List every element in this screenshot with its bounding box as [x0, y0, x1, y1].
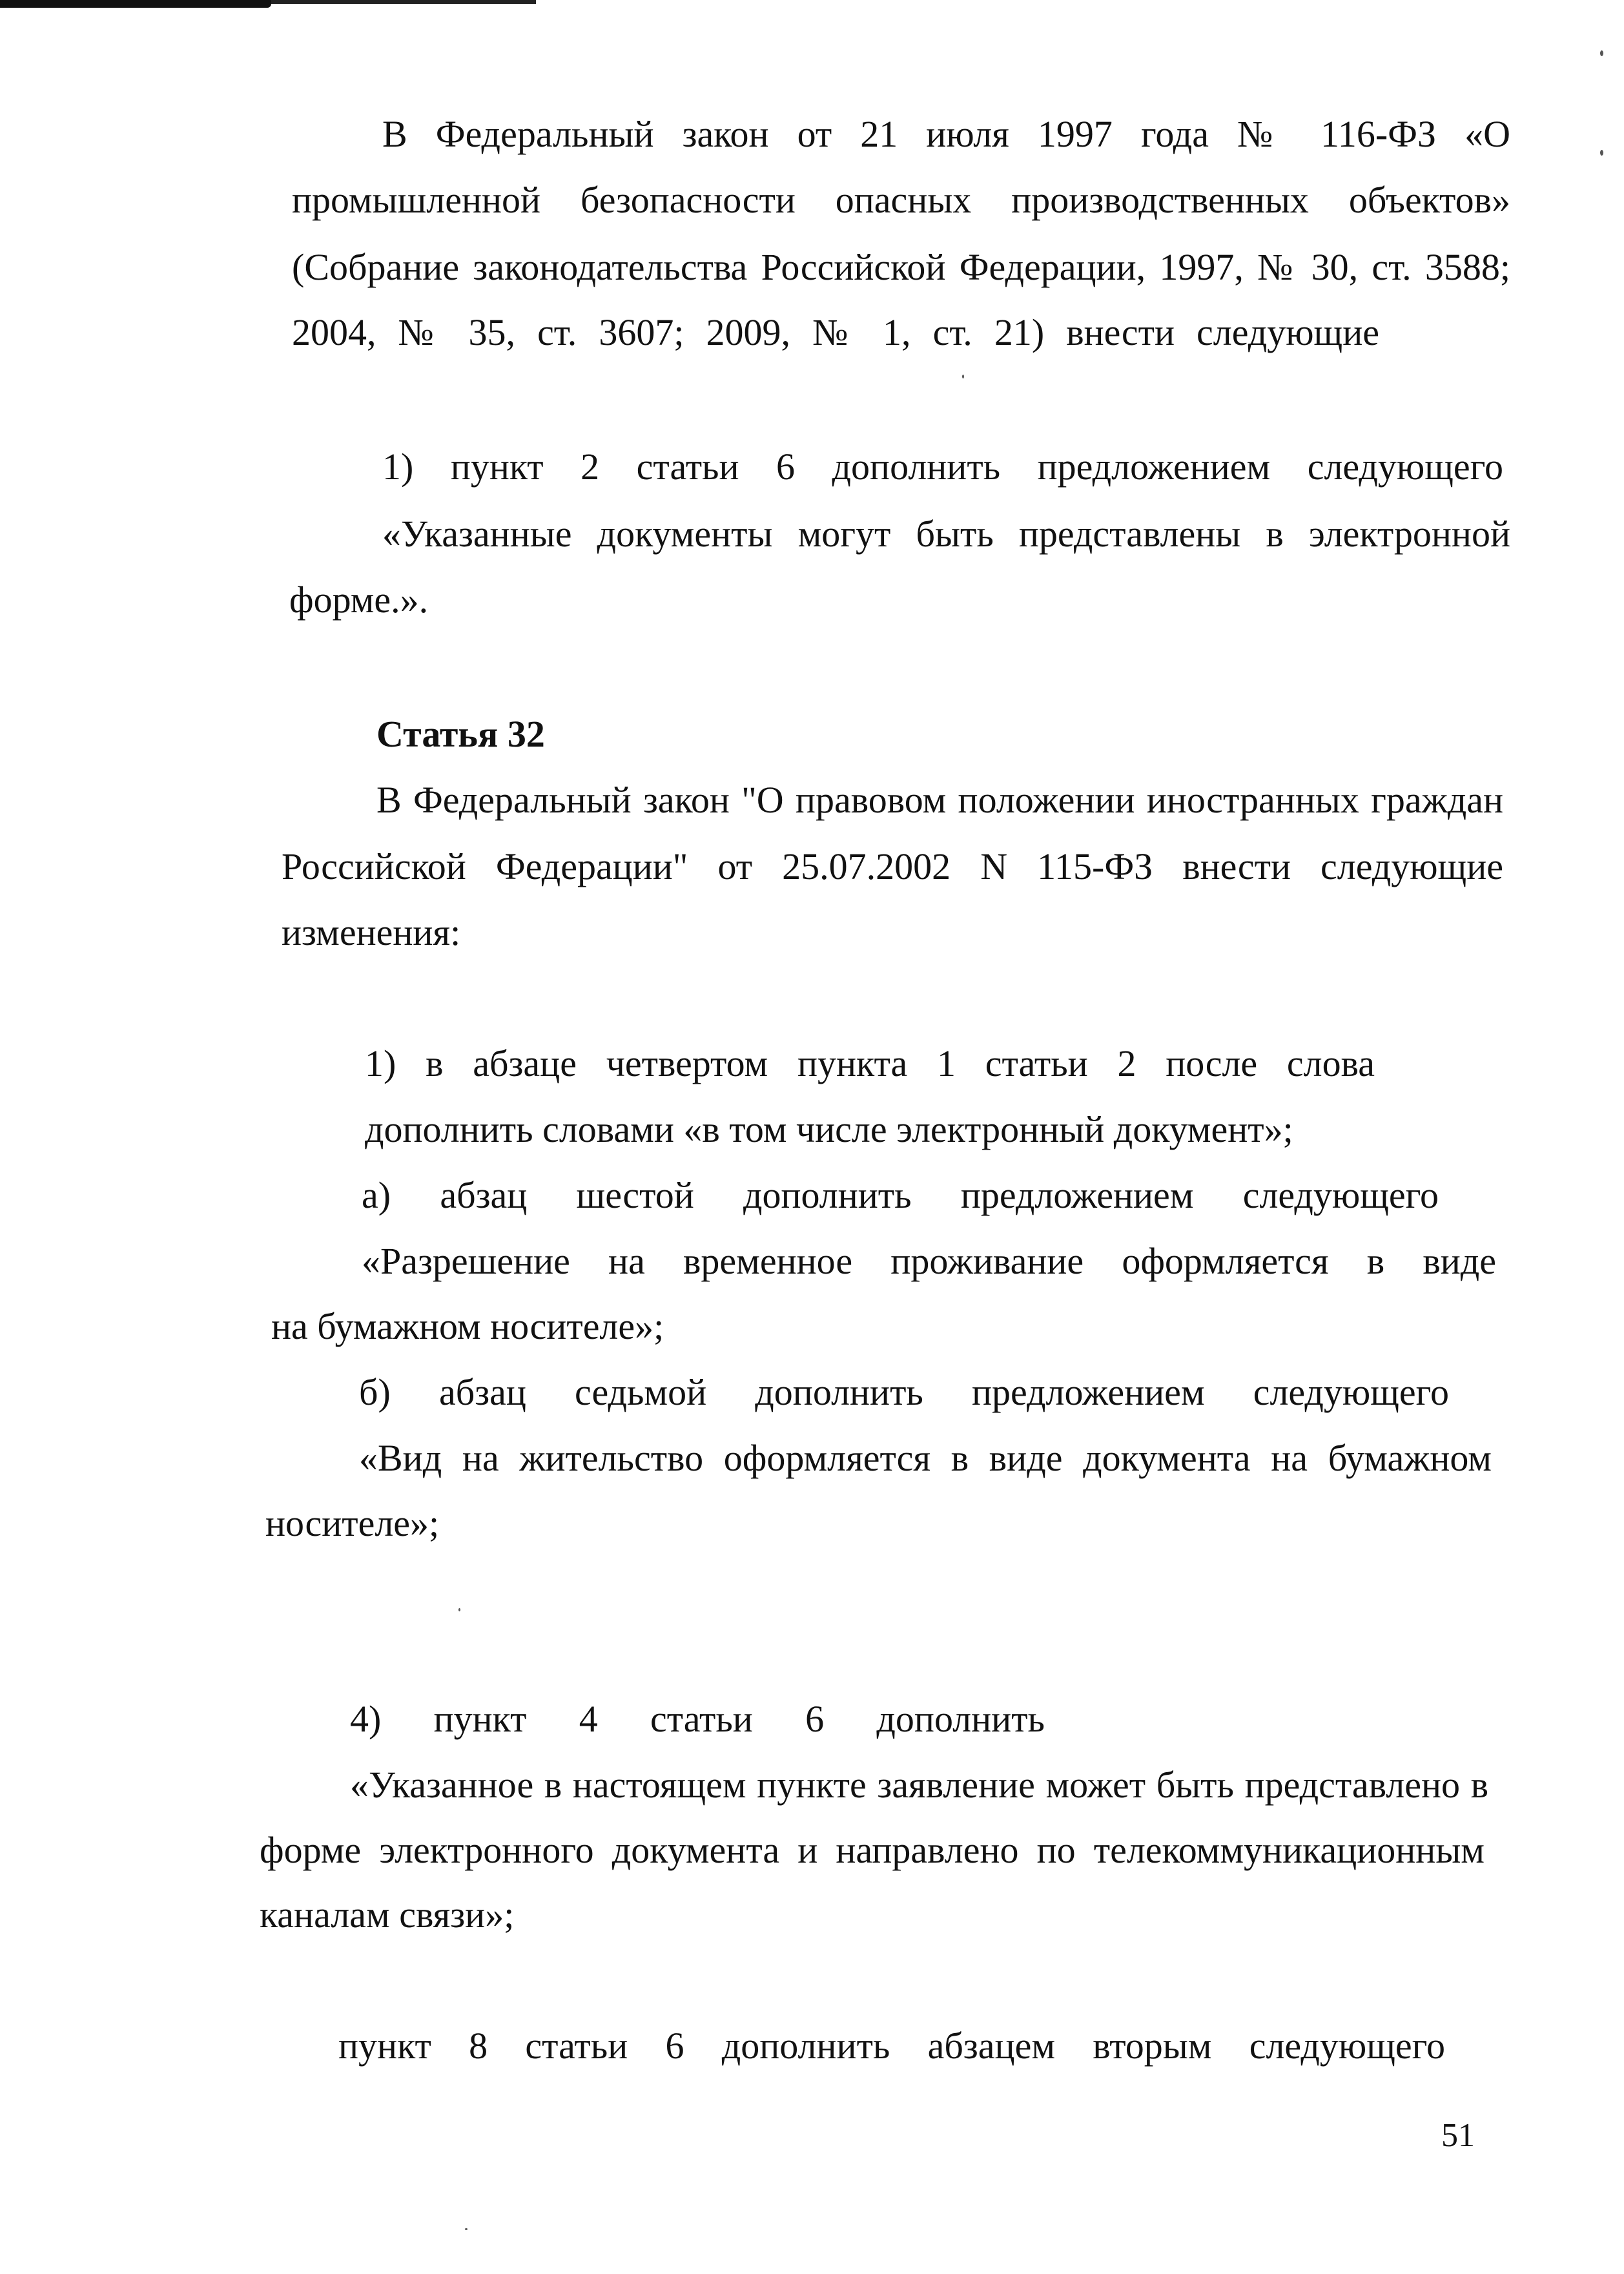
text-line: пункт 8 статьи 6 дополнить абзацем вторым следующего [338, 2025, 1445, 2067]
text-line: на бумажном носителе»; [271, 1305, 664, 1347]
text-line: 2004, № 35, ст. 3607; 2009, № 1, ст. 21) внести следующие [292, 311, 1379, 353]
text-line: носителе»; [265, 1502, 440, 1544]
text-line: форме электронного документа и направлено по телекоммуникационным [260, 1829, 1485, 1871]
page-number: 51 [1441, 2117, 1475, 2154]
scan-speck [1600, 50, 1603, 56]
scan-edge-mark [0, 0, 271, 8]
text-line: дополнить словами «в том числе электронный документ»; [365, 1108, 1293, 1150]
text-line: форме.». [289, 579, 429, 621]
scan-speck [1600, 150, 1603, 156]
text-line: «Вид на жительство оформляется в виде документа на бумажном [359, 1437, 1492, 1479]
text-line: 1) в абзаце четвертом пункта 1 статьи 2 после слова [365, 1042, 1375, 1084]
text-line: Российской Федерации" от 25.07.2002 N 115-ФЗ внести следующие [282, 845, 1503, 887]
text-line: 1) пункт 2 статьи 6 дополнить предложением следующего [382, 446, 1503, 488]
text-line: В Федеральный закон от 21 июля 1997 года № 116-ФЗ «О [382, 113, 1510, 155]
scan-speck [458, 1608, 460, 1611]
text-line: «Указанные документы могут быть представлены в электронной [382, 513, 1510, 555]
text-line: «Указанное в настоящем пункте заявление может быть представлено в [350, 1764, 1488, 1806]
scan-speck [465, 2228, 468, 2230]
article-heading: Статья 32 [376, 713, 545, 755]
text-line: (Собрание законодательства Российской Федерации, 1997, № 30, ст. 3588; [292, 246, 1510, 288]
text-line: а) абзац шестой дополнить предложением следующего [362, 1174, 1439, 1216]
text-line: изменения: [282, 911, 461, 953]
text-line: б) абзац седьмой дополнить предложением следующего [359, 1371, 1449, 1413]
scan-speck [962, 375, 964, 378]
text-line: каналам связи»; [260, 1894, 515, 1936]
text-line: 4) пункт 4 статьи 6 дополнить [350, 1698, 1045, 1740]
text-line: промышленной безопасности опасных производственных объектов» [292, 179, 1510, 221]
text-line: В Федеральный закон "О правовом положении иностранных граждан [376, 779, 1503, 821]
text-line: «Разрешение на временное проживание оформляется в виде [362, 1240, 1496, 1282]
